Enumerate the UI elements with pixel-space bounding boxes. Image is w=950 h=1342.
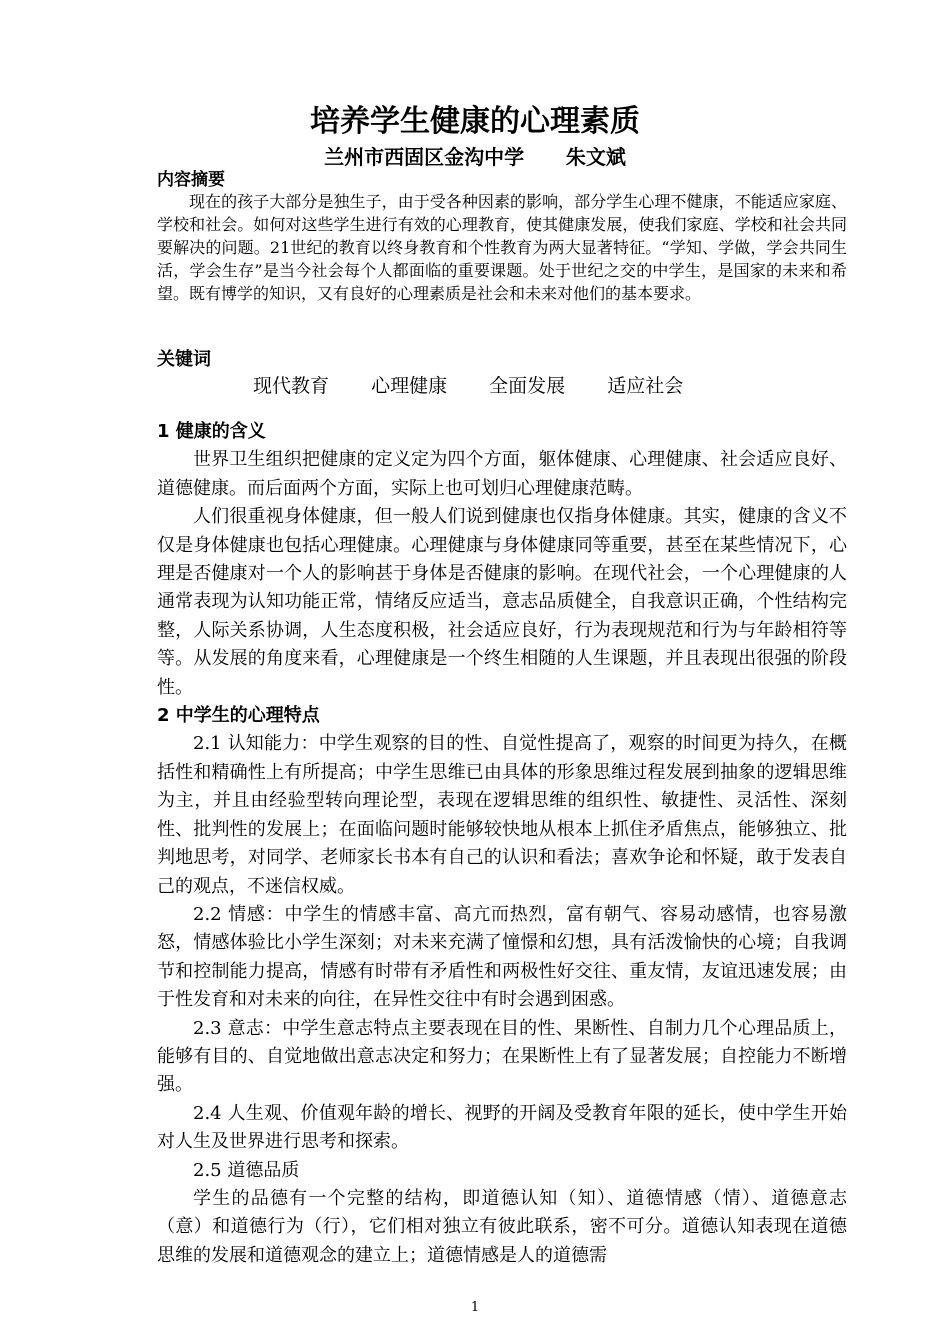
paragraph: 2.1 认知能力：中学生观察的目的性、自觉性提高了，观察的时间更为持久，在概括性和精确性上有所提高；中学生思维已由具体的形象思维过程发展到抽象的逻辑思维为主，并且由经验型转向理论型，表现在逻辑思维的组织性、敏捷性、灵活性、深刻性、批判性的发展上；在面临问题时能够较快地从根本上抓住矛盾焦点，能够独立、批判地思考，对同学、老师家长书本有自己的认识和看法；喜欢争论和怀疑，敢于发表自己的观点，不迷信权威。 <box>157 733 847 897</box>
paragraph: 学生的品德有一个完整的结构，即道德认知（知）、道德情感（情）、道德意志（意）和道德行为（行），它们相对独立有彼此联系，密不可分。道德认知表现在道德思维的发展和道德观念的建立上；道德情感是人的道德需 <box>157 1187 847 1266</box>
paragraph: 2.4 人生观、价值观年龄的增长、视野的开阔及受教育年限的延长，使中学生开始对人生及世界进行思考和探索。 <box>157 1102 847 1153</box>
keyword-item: 全面发展 <box>489 375 566 397</box>
keyword-item: 心理健康 <box>371 375 448 397</box>
section-1-heading: 1 健康的含义 <box>157 421 266 442</box>
keyword-item: 现代教育 <box>253 375 330 397</box>
paragraph: 2.3 意志：中学生意志特点主要表现在目的性、果断性、自制力几个心理品质上，能够有目的、自觉地做出意志决定和努力；在果断性上有了显著发展；自控能力不断增强。 <box>157 1017 847 1096</box>
abstract-heading: 内容摘要 <box>157 170 225 190</box>
section-2-heading: 2 中学生的心理特点 <box>157 705 320 727</box>
abstract-text: 现在的孩子大部分是独生子，由于受各种因素的影响，部分学生心理不健康，不能适应家庭、学校和社会。如何对这些学生进行有效的心理教育，使其健康发展，使我们家庭、学校和社会共同要解决的问题。21世纪的教育以终身教育和个性教育为两大显著特征。“学知、学做，学会共同生活，学会生存”是当今社会每个人都面临的重要课题。处于世纪之交的中学生，是国家的未来和希望。既有博学的知识，又有良好的心理素质是社会和未来对他们的基本要求。 <box>157 192 847 303</box>
keyword-item: 适应社会 <box>607 375 684 397</box>
keywords-list <box>253 373 719 399</box>
main-body <box>157 418 847 1270</box>
author-line: 兰州市西固区金沟中学 朱文斌 <box>324 145 626 169</box>
page-number: 1 <box>470 1300 480 1315</box>
paragraph: 2.5 道德品质 <box>193 1159 300 1181</box>
document-title: 培养学生健康的心理素质 <box>310 104 640 139</box>
paragraph: 人们很重视身体健康，但一般人们说到健康也仅指身体健康。其实，健康的含义不仅是身体健康也包括心理健康。心理健康与身体健康同等重要，甚至在某些情况下，心理是否健康对一个人的影响甚于身体是否健康的影响。在现代社会，一个心理健康的人通常表现为认知功能正常，情绪反应适当，意志品质健全，自我意识正确，个性结构完整，人际关系协调，人生态度积极，社会适应良好，行为表现规范和行为与年龄相符等等。从发展的角度来看，心理健康是一个终生相随的人生课题，并且表现出很强的阶段性。 <box>157 506 847 698</box>
paragraph: 2.2 情感：中学生的情感丰富、高亢而热烈，富有朝气、容易动感情，也容易激怒，情感体验比小学生深刻；对未来充满了憧憬和幻想，具有活泼愉快的心境；自我调节和控制能力提高，情感有时带有矛盾性和两极性好交往、重友情，友谊迅速发展；由于性发育和对未来的向往，在异性交往中有时会遇到困惑。 <box>157 903 847 1011</box>
paragraph: 世界卫生组织把健康的定义定为四个方面，躯体健康、心理健康、社会适应良好、道德健康。而后面两个方面，实际上也可划归心理健康范畴。 <box>157 449 847 499</box>
keywords-heading: 关键词 <box>157 349 211 370</box>
